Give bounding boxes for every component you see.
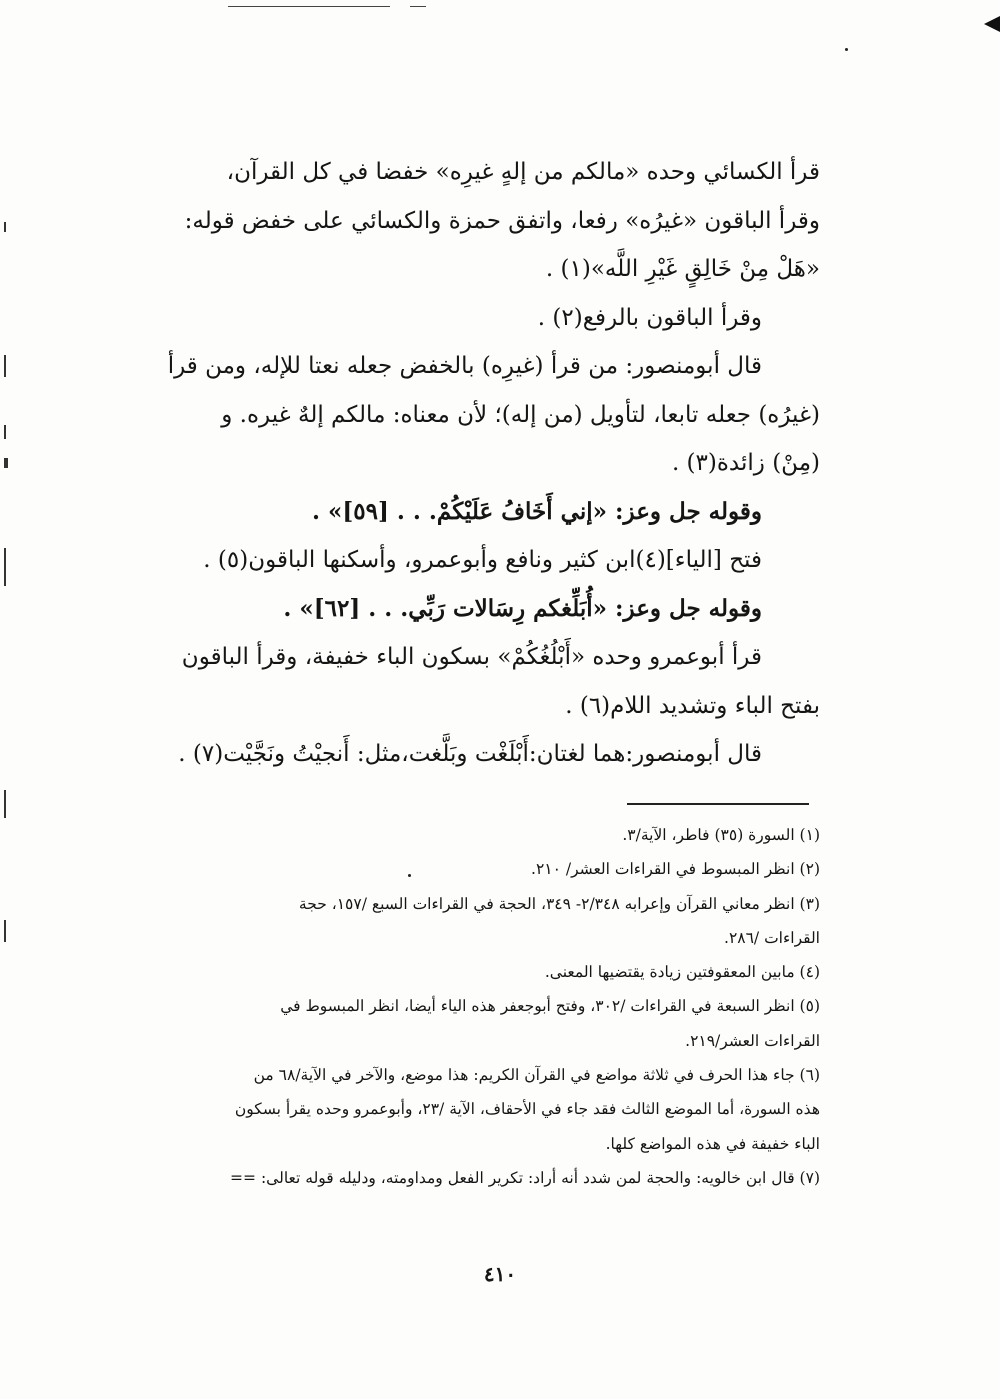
- footnote-line: (٤) مابين المعقوفتين زيادة يقتضيها المعنى.: [544, 963, 820, 982]
- text-line: «هَلْ مِنْ خَالِقٍ غَيْرِ اللَّه»(١) .: [545, 256, 820, 282]
- text-line: بفتح الباء وتشديد اللام(٦) .: [565, 692, 820, 719]
- page-number: ٤١٠: [483, 1262, 517, 1286]
- scan-speck: [845, 48, 848, 51]
- text-line: قال أبومنصور: من قرأ (غيرِه) بالخفض جعله نعتا للإله، ومن قرأ: [167, 353, 762, 379]
- footnotes-block: [118, 818, 820, 1195]
- footnote-line: الباء خفيفة في هذه المواضع كلها.: [605, 1134, 820, 1153]
- text-line: وقرأ الباقون بالرفع(٢) .: [537, 304, 762, 331]
- edge-mark: [4, 355, 6, 377]
- footnote-line: (٦) جاء هذا الحرف في ثلاثة مواضع في القرآن الكريم: هذا موضع، والآخر في الآية/٦٨ من: [253, 1066, 820, 1085]
- text-line: فتح [الياء](٤)ابن كثير ونافع وأبوعمرو، وأسكنها الباقون(٥) .: [203, 547, 762, 573]
- footnote-line: (٢) انظر المبسوط في القراءات العشر/ ٢١٠.: [531, 860, 820, 879]
- footnote-line: (٣) انظر معاني القرآن وإعرابه ٢/٣٤٨- ٣٤٩، الحجة في القراءات السبع /١٥٧، حجة: [298, 894, 820, 913]
- edge-mark: [4, 790, 6, 818]
- text-line: (مِنْ) زائدة(٣) .: [671, 450, 820, 476]
- text-line: قال أبومنصور:هما لغتان:أَبْلَغْت وبَلَّغت،مثل: أَنجيْتُ ونَجَّيْت(٧) .: [178, 741, 762, 767]
- footnote-separator: [627, 803, 809, 805]
- corner-arrow-mark: [984, 16, 1000, 32]
- main-text-block: [128, 148, 820, 779]
- text-line: قرأ الكسائي وحده «مالكم من إلهٍ غيرِه» خفضا في كل القرآن،: [226, 159, 820, 185]
- edge-mark: [4, 548, 6, 586]
- edge-mark: [4, 425, 6, 439]
- text-line: وقرأ الباقون «غيرُه» رفعا، واتفق حمزة والكسائي على خفض قوله:: [184, 207, 820, 234]
- footnote-line: (٥) انظر السبعة في القراءات /٣٠٢، وفتح أبوجعفر هذه الياء أيضا، انظر المبسوط في: [280, 997, 820, 1016]
- edge-mark: [4, 222, 6, 232]
- edge-mark: [4, 920, 6, 942]
- verse-line: وقوله جل وعز: «أُبَلِّغكم رِسَالات رَبِّي. . . [٦٢]» .: [283, 594, 762, 622]
- footnote-line: هذه السورة، أما الموضع الثالث فقد جاء في الأحقاف، الآية /٢٣، وأبوعمرو وحده يقرأ بسكون: [234, 1100, 820, 1119]
- footnote-line: القراءات العشر/٢١٩.: [685, 1031, 820, 1050]
- text-line: (غيرُه) جعله تابعا، لتأويل (من إله)؛ لأن معناه: مالكم إلهٌ غيره. و: [221, 401, 820, 428]
- footnote-line: القراءات /٢٨٦.: [724, 928, 820, 947]
- verse-line: وقوله جل وعز: «إني أَخَافُ عَلَيْكُمْ. . . [٥٩]» .: [311, 497, 762, 525]
- top-rule-right: [410, 6, 426, 7]
- footnote-line: (٧) قال ابن خالويه: والحجة لمن شدد أنه أراد: تكرير الفعل ومداومته، ودليله قوله تعالى: ==: [230, 1168, 820, 1187]
- top-rule-left: [228, 6, 390, 7]
- text-line: قرأ أبوعمرو وحده «أَبْلُغُكُمْ» بسكون الباء خفيفة، وقرأ الباقون: [181, 644, 762, 670]
- footnote-line: (١) السورة (٣٥) فاطر، الآية/٣.: [622, 826, 820, 844]
- edge-mark: [4, 458, 8, 468]
